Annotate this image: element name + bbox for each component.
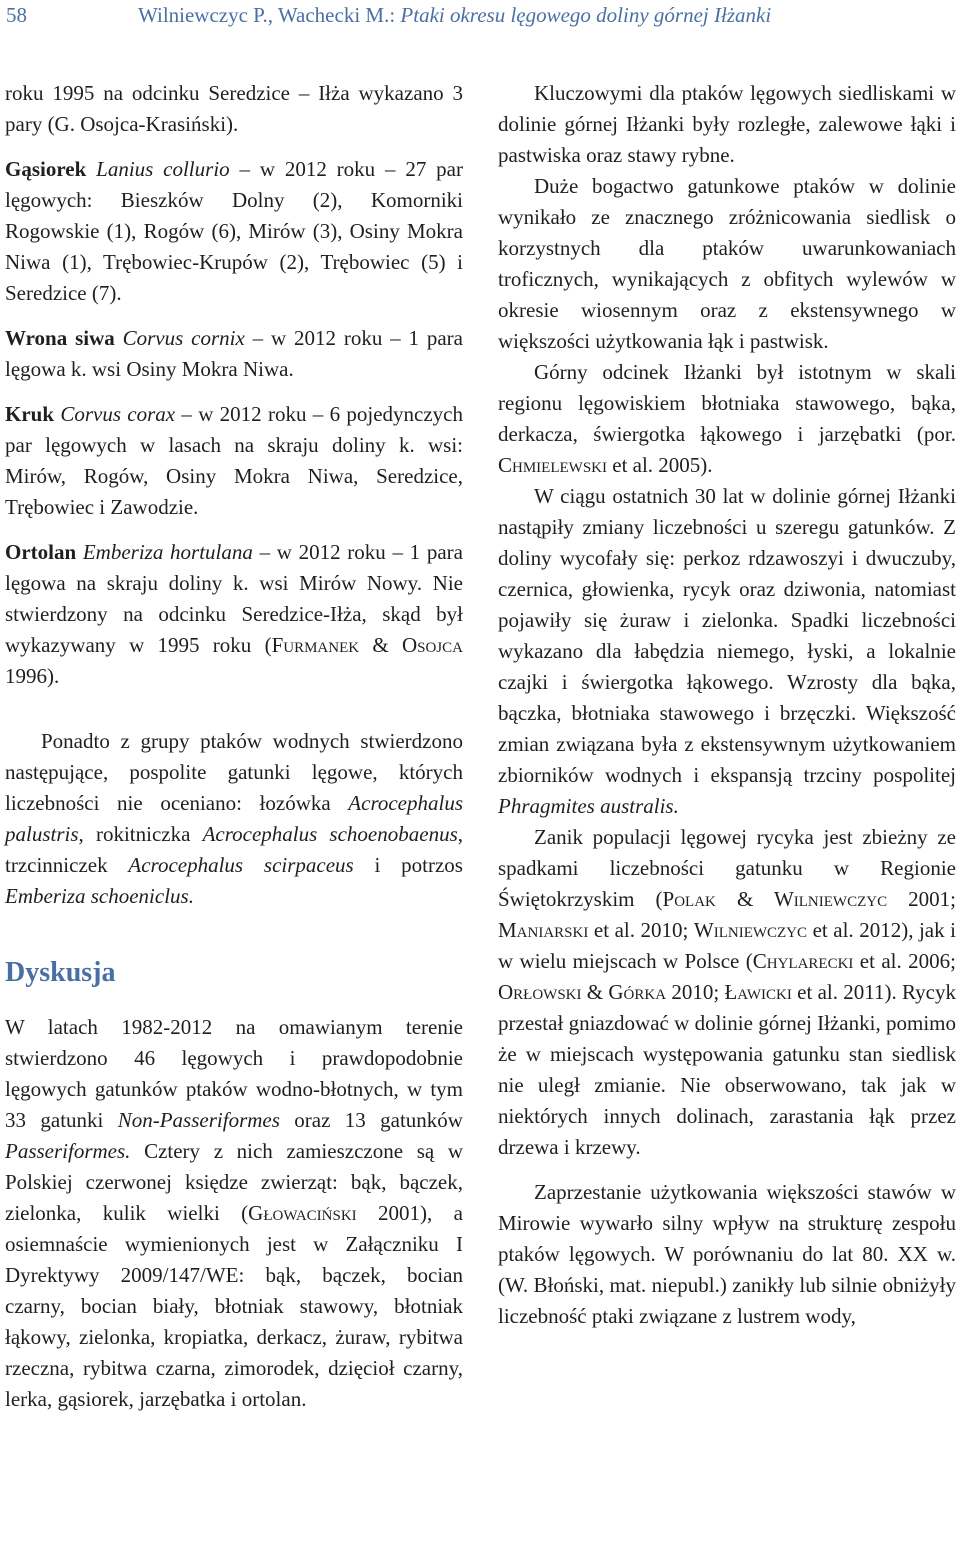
latin-name: Passeriformes. [5,1139,131,1163]
text-run: Cztery z nich zamieszczone są w Polskiej czerwonej księdze zwierząt: bąk, bączek, zielonka, kulik wielki ( [5,1139,463,1225]
species-entry-wrona [5,323,463,385]
species-name: Gąsiorek [5,157,87,181]
text-run: 2001; [887,887,956,911]
citation: Polak & Wilniewczyc [662,887,888,911]
page-number: 58 [6,3,27,27]
paragraph-discussion [5,1012,463,1415]
text-run: 2001), a osiemnaście wymienionych jest w Załączniku I Dyrektywy 2009/147/WE: bąk, bączek, bocian czarny, bocian biały, błotniak stawowy, błotniak łąkowy, zielonka, kropiatka, derkacz, żuraw, rybitwa rzeczna, rybitwa czarna, zimorodek, dzięcioł czarny, lerka, gąsiorek, jarzębatka i ortolan. [5,1201,463,1411]
citation: Chmielewski [498,453,607,477]
latin-name: Acrocephalus schoenobaenus [202,822,458,846]
text-run: W latach 1982-2012 na omawianym terenie stwierdzono 46 lęgowych i prawdopodobnie lęgowych gatunków ptaków wodno-błotnych, w tym 33 gatunki [5,1015,463,1132]
species-latin: Corvus cornix [114,326,245,350]
latin-name: Acrocephalus palustris [5,791,463,846]
species-entry-ortolan [5,537,463,692]
species-text: – w 2012 roku – 1 para lęgowa k. wsi Osiny Mokra Niwa. [5,326,463,381]
paragraph [498,481,956,822]
paragraph: roku 1995 na odcinku Seredzice – Iłża wykazano 3 pary (G. Osojca-Krasiński). [5,81,463,136]
running-header [0,0,960,40]
text-run: et al. 2012), jak i w wielu miejscach w Polsce ( [498,918,956,973]
text-run: , rokitniczka [78,822,203,846]
latin-name: Non-Passeriformes [117,1108,280,1132]
text-run: i potrzos [353,853,463,877]
text-run: et al. 2010; [588,918,694,942]
paragraph: Kluczowymi dla ptaków lęgowych siedliskami w dolinie górnej Iłżanki były rozległe, zalewowe łąki i pastwiska oraz stawy rybne. [498,81,956,167]
latin-name: Acrocephalus scirpaceus [128,853,354,877]
species-latin: Corvus corax [54,402,176,426]
text-run: W ciągu ostatnich 30 lat w dolinie górnej Iłżanki nastąpiły zmiany liczebności u szeregu gatunków. Z doliny wycofały się: perkoz rdzawoszyi i dwuczuby, czernica, głowienka, rycyk oraz dziwonia, natomiast pojawiły się żuraw i zielonka. Spadki liczebności wykazano dla łabędzia niemego, łyski, a lokalnie czajki i świergotka łąkowego. Wzrosty dla bąka, bączka, błotniaka stawowego i brzęczki. Większość zmian związana była z ekstensywnym użytkowaniem zbiorników wodnych i ekspansją trzciny pospolitej [498,484,956,787]
citation: Wilniewczyc [693,918,808,942]
species-name: Wrona siwa [5,326,115,350]
citation: Chylarecki [752,949,854,973]
citation: Ławicki [724,980,792,1004]
paragraph [498,357,956,481]
text-run: oraz 13 gatunków [279,1108,463,1132]
text-run: et al. 2005). [607,453,713,477]
citation: Orłowski & Górka [498,980,667,1004]
species-latin: Emberiza hortulana [76,540,253,564]
text-run: et al. 2011). Rycyk przestał gniazdować w dolinie górnej Iłżanki, pomimo że w miejscach występowania gatunku stan siedlisk nie uległ zmianie. Nie obserwowano, tak jak w niektórych innych dolinach, zarastania łąk przez drzewa i krzewy. [498,980,956,1159]
header-authors: Wilniewczyc P., Wachecki M.: [138,3,401,27]
text-run: , trzcinniczek [5,822,463,877]
latin-name: Emberiza schoeniclus. [5,884,194,908]
species-text: – w 2012 roku – 6 pojedynczych par lęgowych w lasach na skraju doliny k. wsi: Mirów, Rogów, Osiny Mokra Niwa, Seredzice, Trębowiec i Zawodzie. [5,402,463,519]
paragraph: Zaprzestanie użytkowania większości stawów w Mirowie wywarło silny wpływ na strukturę zespołu ptaków lęgowych. W porównaniu do lat 80. XX w. (W. Błoński, mat. niepubl.) zanikły lub silnie obniżyły liczebność ptaki związane z lustrem wody, [498,1180,956,1328]
species-entry-gasiorek [5,154,463,309]
right-column [498,78,956,1332]
species-text-end: 1996). [5,664,60,688]
species-latin: Lanius collurio [86,157,230,181]
species-text: – w 2012 roku – 27 par lęgowych: Bieszków Dolny (2), Komorniki Rogowskie (1), Rogów (6), Mirów (3), Osiny Mokra Niwa (1), Trębowiec-Krupów (2), Trębowiec (5) i Seredzice (7). [5,157,463,305]
text-run: et al. 2006; [853,949,956,973]
running-title [138,3,771,28]
text-run: 2010; [666,980,725,1004]
species-entry-kruk [5,399,463,523]
text-run: Zanik populacji lęgowej rycyka jest zbieżny ze spadkami liczebności gatunku w Regionie Świętokrzyskim ( [498,825,956,911]
paragraph: Duże bogactwo gatunkowe ptaków w dolinie wynikało ze znacznego zróżnicowania siedlisk o korzystnych dla ptaków uwarunkowaniach troficznych, wynikających z obfitych wylewów w okresie wiosennym oraz z ekstensywnego w większości użytkowania łąk i pastwisk. [498,174,956,353]
citation: Furmanek & Osojca [271,633,463,657]
species-name: Kruk [5,402,55,426]
left-column [5,78,463,1415]
latin-name: Phragmites australis. [498,794,679,818]
citation: Maniarski [498,918,589,942]
header-title: Ptaki okresu lęgowego doliny górnej Iłżanki [400,3,772,27]
paragraph [498,822,956,1163]
paragraph-water-birds [5,726,463,912]
species-name: Ortolan [5,540,77,564]
section-heading-dyskusja: Dyskusja [5,957,116,988]
text-run: Ponadto z grupy ptaków wodnych stwierdzono następujące, pospolite gatunki lęgowe, których liczebności nie oceniano: łozówka [5,729,463,815]
text-run: Górny odcinek Iłżanki był istotnym w skali regionu lęgowiskiem błotniaka stawowego, bąka, derkacza, świergotka łąkowego i jarzębatki (por. [498,360,956,446]
species-text: – w 2012 roku – 1 para lęgowa na skraju doliny k. wsi Mirów Nowy. Nie stwierdzony na odcinku Seredzice-Iłża, skąd był wykazywany w 1995 roku ( [5,540,463,657]
citation: Głowaciński [248,1201,357,1225]
